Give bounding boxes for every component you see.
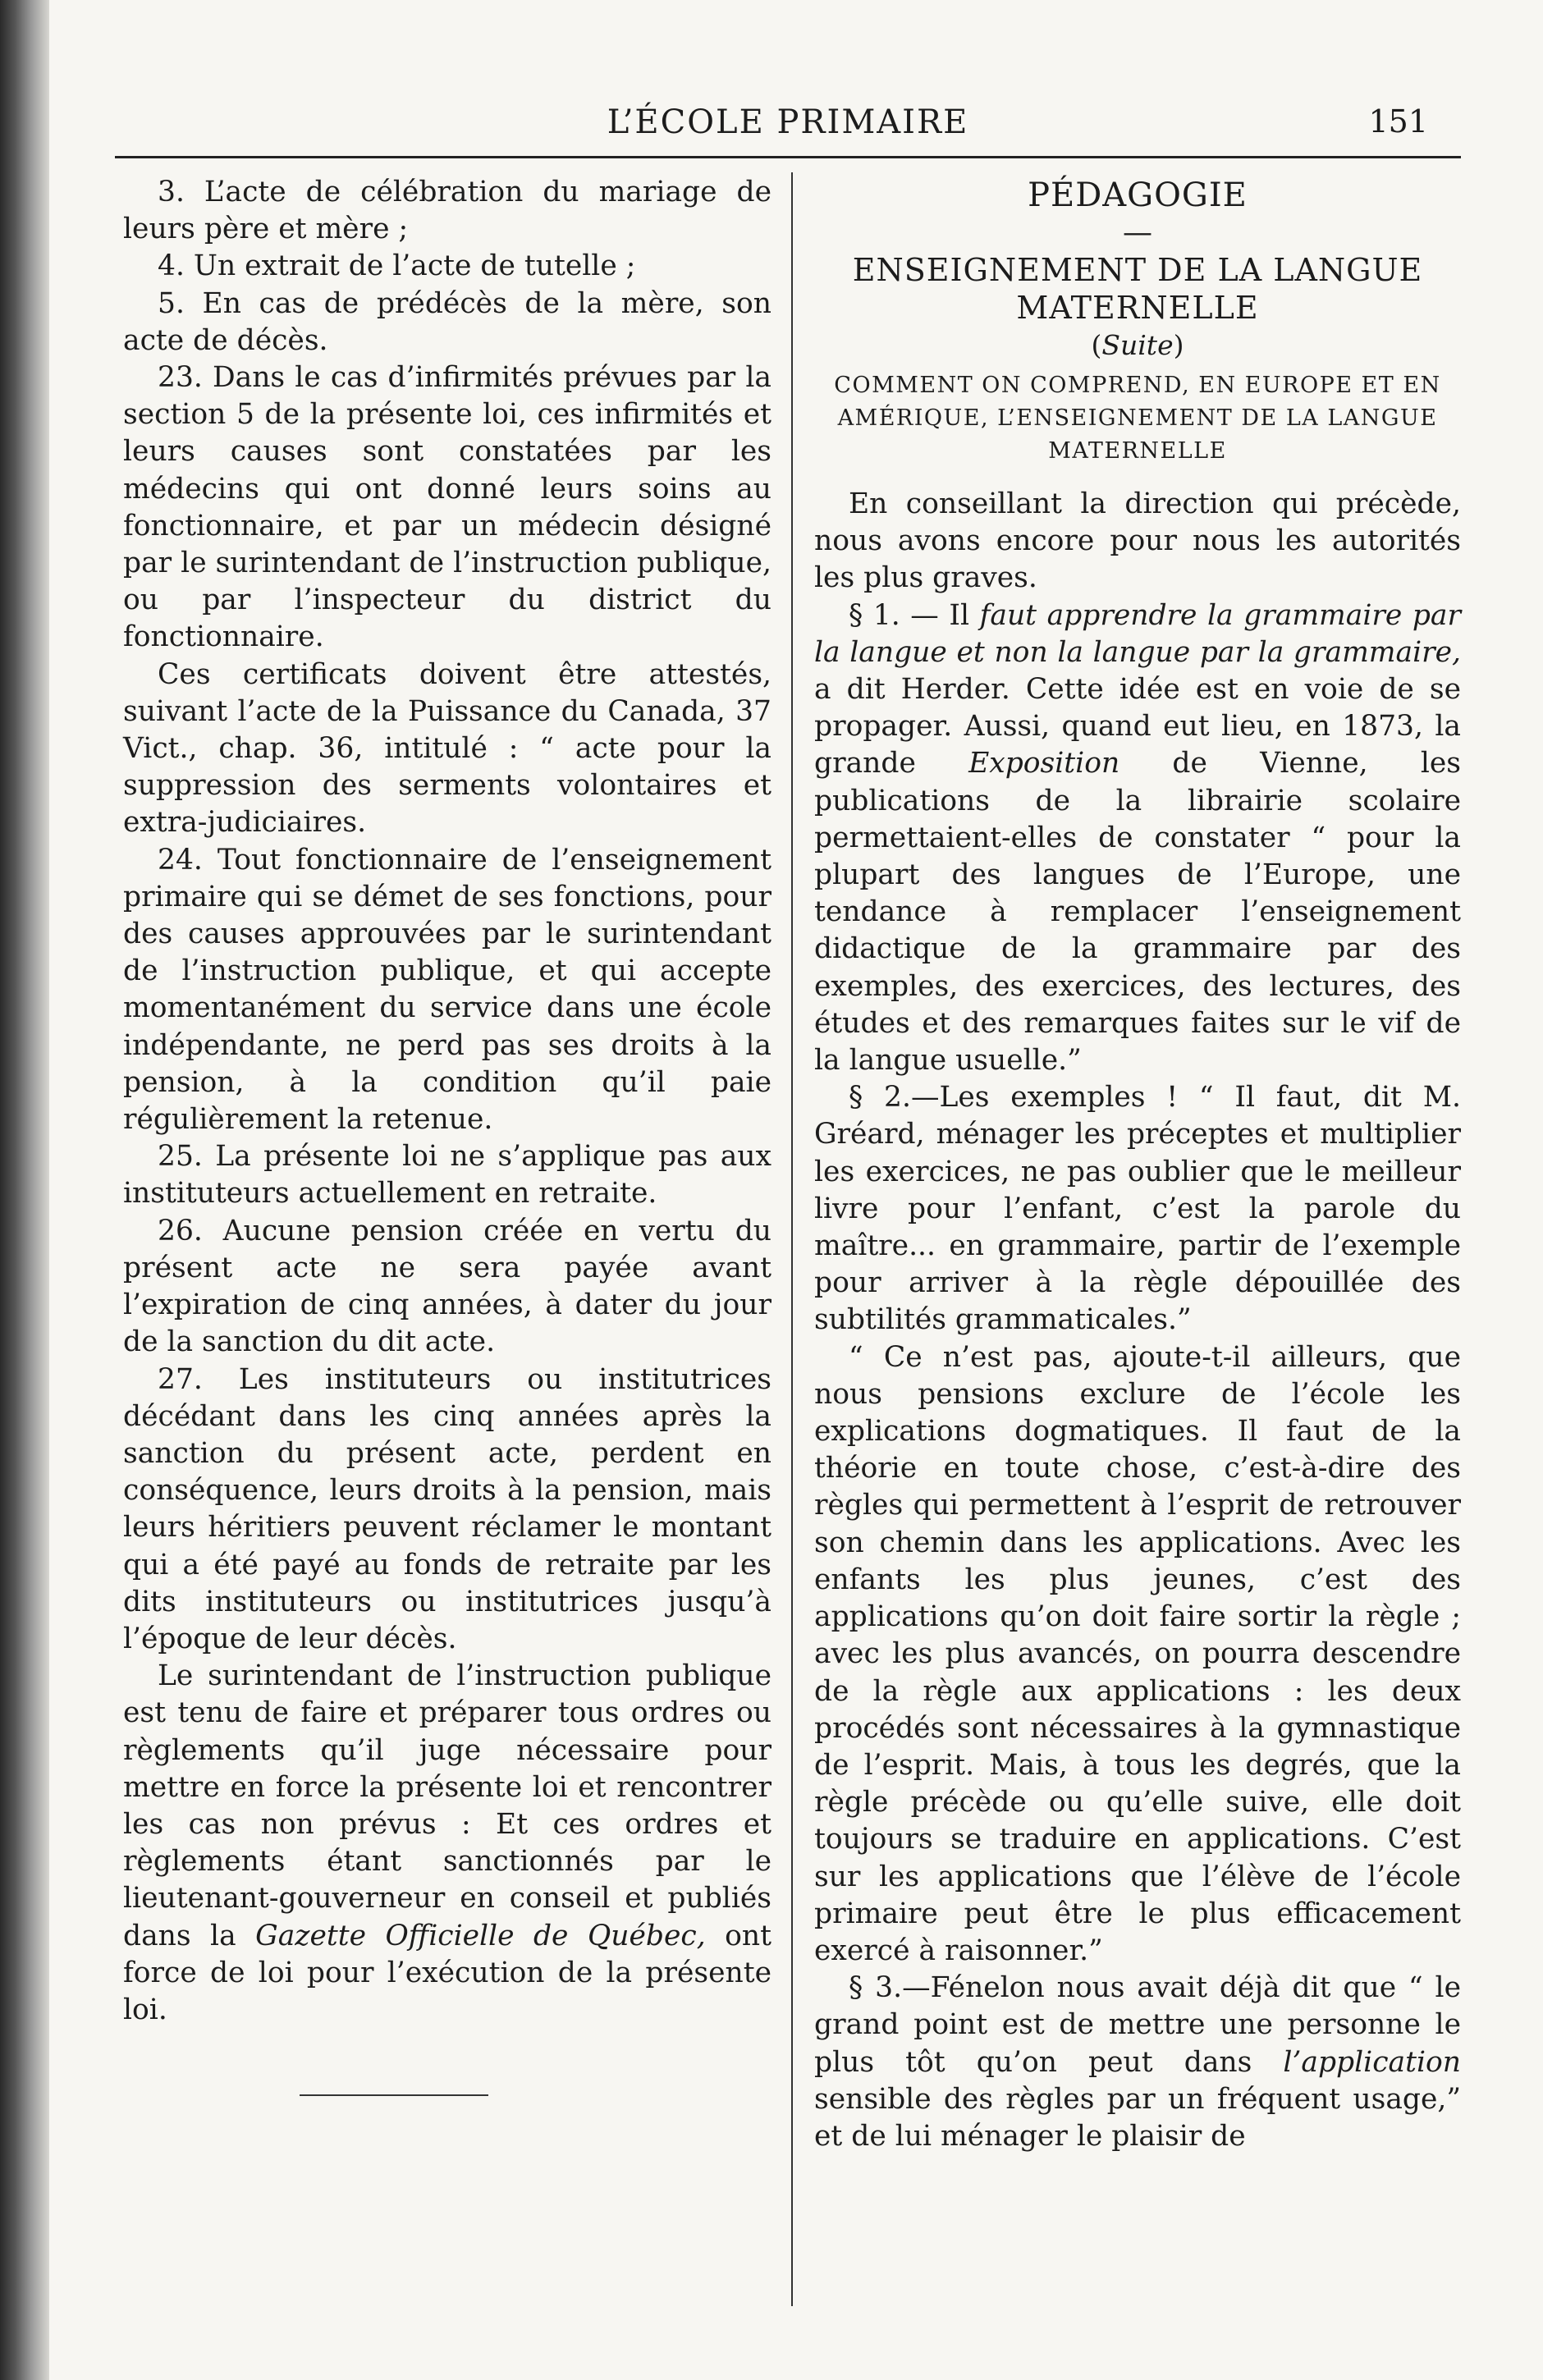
text-run: de Vienne, les publications de la librairie scolaire permettaient-elles de constater “ pour la plupart des langues de l’Europe, une tendance à remplacer l’enseignement didactique de la grammaire par des exemples, des exercices, des lectures, des études et des remarques faites sur le vif de la langue usuelle.” bbox=[814, 747, 1461, 1078]
header-rule bbox=[115, 156, 1461, 158]
text-run: § 1. — Il bbox=[849, 598, 980, 632]
italic-gazette: Gazette Officielle de Québec, bbox=[255, 1919, 706, 1952]
left-column bbox=[123, 174, 772, 2096]
column-divider bbox=[791, 172, 793, 2306]
page-binding-edge bbox=[0, 0, 49, 2380]
paren: ( bbox=[1091, 329, 1102, 361]
book-page bbox=[115, 98, 1461, 2314]
paragraph: “ Ce n’est pas, ajoute-t-il ailleurs, que nous pensions exclure de l’école les explications dogmatiques. Il faut de la théorie en toute chose, c’est-à-dire des règles qui permettent à l’esprit de retrouver son chemin dans les applications. Avec les enfants les plus jeunes, c’est des applications qu’on doit faire sortir la règle ; avec les plus avancés, on pourra descendre de la règle aux applications : les deux procédés sont nécessaires à la gymnastique de l’esprit. Mais, à tous les degrés, que la règle précède ou qu’elle suive, elle doit toujours se traduire en applications. C’est sur les applications que l’élève de l’école primaire peut être le plus efficacement exercé à raisonner.” bbox=[814, 1340, 1461, 1967]
running-head bbox=[115, 98, 1461, 151]
article-title-line: MATERNELLE bbox=[1016, 290, 1259, 326]
suite-label bbox=[814, 327, 1461, 364]
text-run: ont force de loi pour l’exécution de la présente loi. bbox=[123, 1919, 772, 2026]
paragraph: 26. Aucune pension créée en vertu du présent acte ne sera payée avant l’expiration de cinq années, à dater du jour de la sanction du dit acte. bbox=[123, 1214, 772, 1359]
suite-text: Suite bbox=[1101, 329, 1174, 361]
paragraph-section-3 bbox=[814, 1970, 1461, 2155]
paragraph-section-1 bbox=[814, 597, 1461, 1080]
end-rule bbox=[300, 2094, 488, 2096]
italic-quote: faut apprendre la grammaire par la langue et non la langue par la grammaire, bbox=[814, 598, 1461, 669]
paragraph: 23. Dans le cas d’infirmités prévues par la section 5 de la présente loi, ces infirmités et leurs causes sont constatées par les médecins qui ont donné leurs soins au fonctionnaire, et par un médecin désigné par le surintendant de l’instruction publique, ou par l’inspecteur du district du fonctionnaire. bbox=[123, 361, 772, 654]
article-title bbox=[814, 251, 1461, 327]
paragraph: En conseillant la direction qui précède, nous avons encore pour nous les autorités les plus graves. bbox=[814, 487, 1461, 595]
paragraph-section-2: § 2.—Les exemples ! “ Il faut, dit M. Gréard, ménager les préceptes et multiplier les exercices, ne pas oublier que le meilleur livre pour l’enfant, c’est la parole du maître... en grammaire, partir de l’exemple pour arriver à la règle dépouillée des subtilités grammaticales.” bbox=[814, 1081, 1461, 1337]
text-run: § 3.—Fénelon nous avait déjà dit que “ le grand point est de mettre une personne le plus tôt qu’on peut dans bbox=[814, 1971, 1461, 2079]
paren: ) bbox=[1173, 329, 1184, 361]
article-title-line: ENSEIGNEMENT DE LA LANGUE bbox=[852, 252, 1423, 288]
italic-exposition: Exposition bbox=[968, 747, 1120, 780]
paragraph: 25. La présente loi ne s’applique pas aux instituteurs actuellement en retraite. bbox=[123, 1140, 772, 1211]
article-subheading: COMMENT ON COMPREND, EN EUROPE ET EN AMÉRIQUE, L’ENSEIGNEMENT DE LA LANGUE MATERNELLE bbox=[834, 373, 1441, 464]
running-title: L’ÉCOLE PRIMAIRE bbox=[607, 103, 969, 141]
text-run: sensible des règles par un fréquent usage,” et de lui ménager le plaisir de bbox=[814, 2082, 1461, 2153]
italic-application: l’application bbox=[1283, 2045, 1461, 2079]
section-dash: — bbox=[1123, 216, 1152, 249]
paragraph: 24. Tout fonctionnaire de l’enseignement primaire qui se démet de ses fonctions, pour des causes approuvées par le surintendant de l’instruction publique, et qui accepte momentanément du service dans une école indépendante, ne perd pas ses droits à la pension, à la condition qu’il paie régulièrement la retenue. bbox=[123, 843, 772, 1137]
paragraph: 5. En cas de prédécès de la mère, son acte de décès. bbox=[123, 286, 772, 357]
paragraph: Ces certificats doivent être attestés, suivant l’acte de la Puissance du Canada, 37 Vict., chap. 36, intitulé : “ acte pour la suppression des serments volontaires et extra-judiciaires. bbox=[123, 657, 772, 840]
paragraph-last bbox=[123, 1658, 772, 2029]
paragraph: 4. Un extrait de l’acte de tutelle ; bbox=[158, 249, 636, 283]
text-run: a dit Herder. Cette idée est en voie de se propager. Aussi, quand eut lieu, en 1873, la grande bbox=[814, 673, 1461, 780]
paragraph: 27. Les instituteurs ou institutrices décédant dans les cinq années après la sanction du présent acte, perdent en conséquence, leurs droits à la pension, mais leurs héritiers peuvent réclamer le montant qui a été payé au fonds de retraite par les dits instituteurs ou institutrices jusqu’à l’époque de leur décès. bbox=[123, 1362, 772, 1655]
page-number: 151 bbox=[1368, 103, 1428, 140]
paragraph: 3. L’acte de célébration du mariage de leurs père et mère ; bbox=[123, 176, 772, 246]
section-heading: PÉDAGOGIE bbox=[1028, 176, 1248, 214]
right-column bbox=[814, 174, 1461, 2155]
text-run: Le surintendant de l’instruction publique est tenu de faire et préparer tous ordres ou règlements qu’il juge nécessaire pour mettre en force la présente loi et rencontrer les cas non prévus : Et ces ordres et règlements étant sanctionnés par le lieutenant-gouverneur en conseil et publiés dans la bbox=[123, 1659, 772, 1952]
